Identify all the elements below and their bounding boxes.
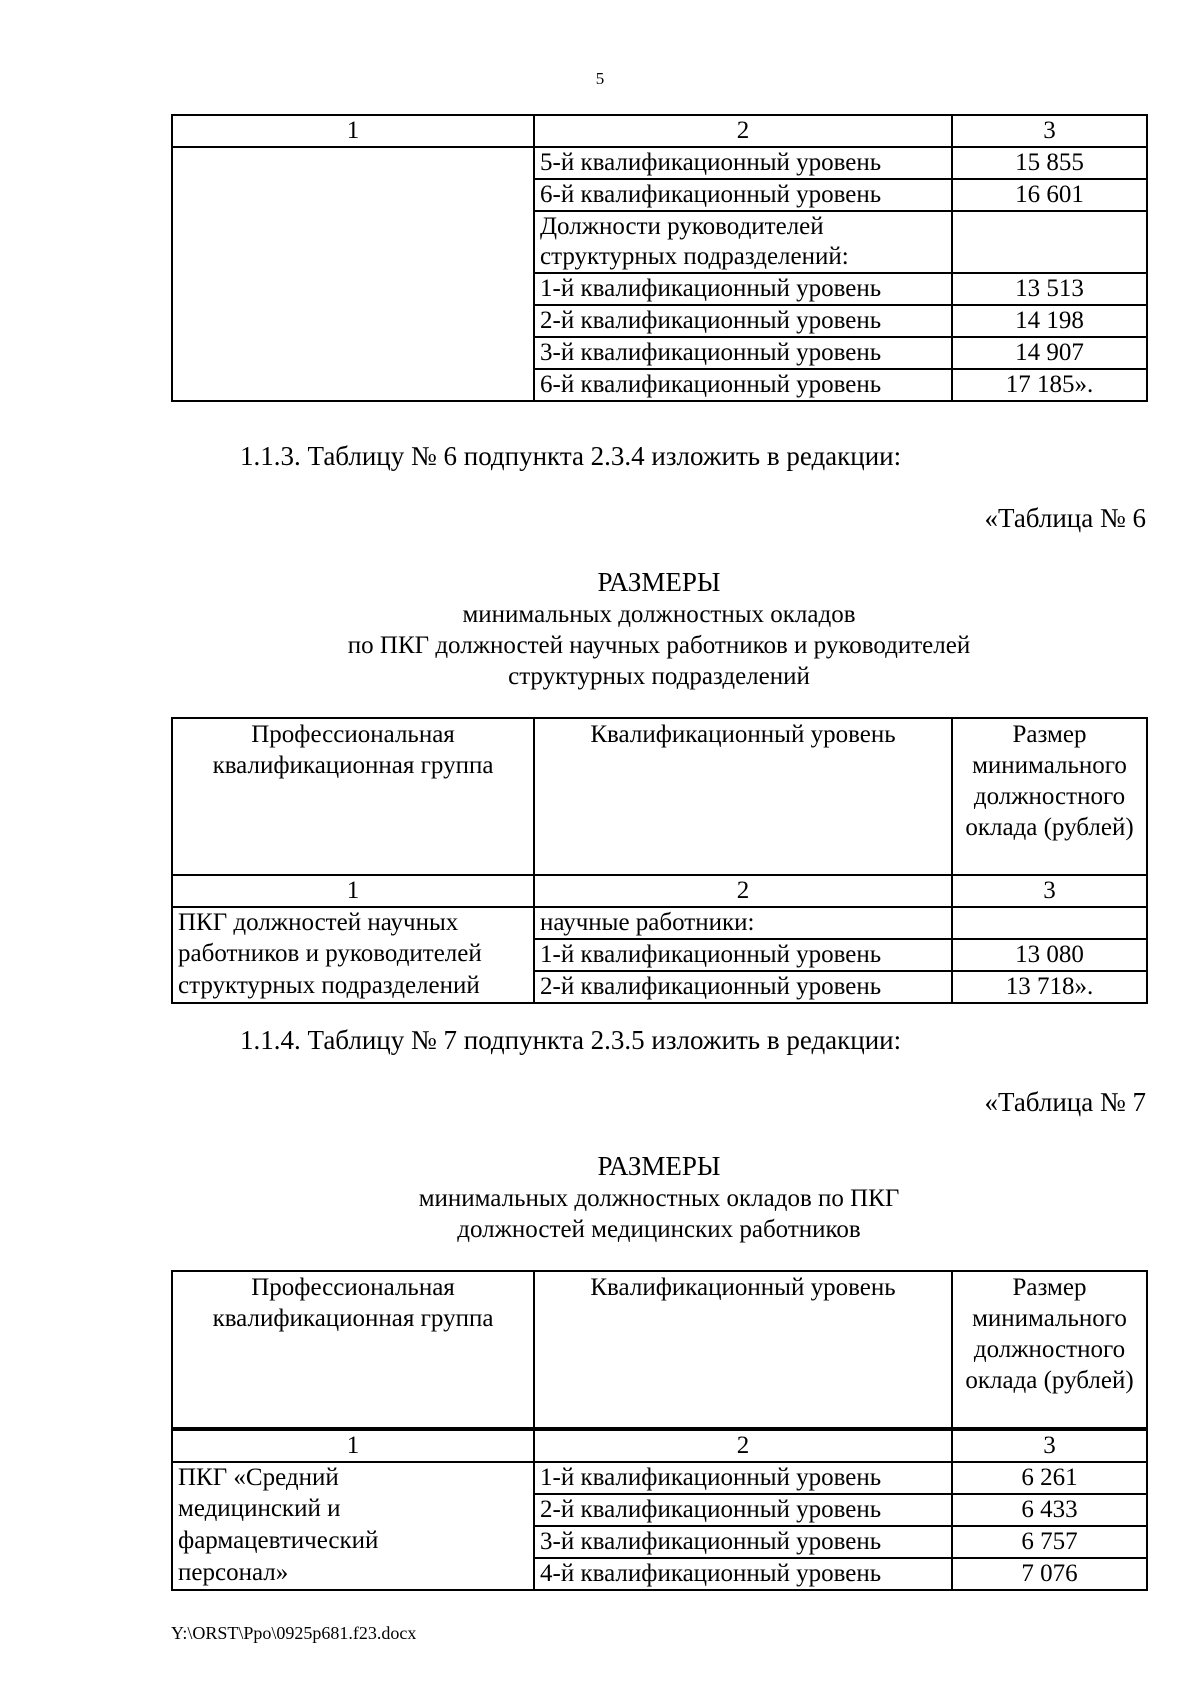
- salary-cell: 13 718».: [952, 971, 1147, 1003]
- table-row: [172, 907, 1147, 939]
- paragraph-1-1-4: 1.1.4. Таблицу № 7 подпункта 2.3.5 изложить в редакции:: [240, 1025, 902, 1055]
- salary-cell: 16 601: [952, 179, 1147, 211]
- header-salary: Размер минимального должностного оклада (рублей): [952, 1271, 1147, 1429]
- table-row: [172, 971, 1147, 1003]
- table-7: [171, 1270, 1148, 1591]
- group-cell: медицинский и: [172, 1494, 534, 1526]
- level-cell: 3-й квалификационный уровень: [534, 1526, 952, 1558]
- level-cell: Должности руководителей структурных подразделений:: [534, 211, 952, 273]
- table-6-heading: РАЗМЕРЫ: [597, 567, 721, 597]
- salary-cell: [952, 211, 1147, 273]
- salary-cell: 17 185».: [952, 369, 1147, 401]
- level-cell: 6-й квалификационный уровень: [534, 179, 952, 211]
- table-7-subtitle-line: должностей медицинских работников: [457, 1216, 861, 1243]
- col-number-2: 2: [534, 1429, 952, 1462]
- level-cell: 1-й квалификационный уровень: [534, 1462, 952, 1494]
- header-level: Квалификационный уровень: [534, 718, 952, 875]
- group-cell: персонал»: [172, 1558, 534, 1590]
- footer-file-path: Y:\ORST\Ppo\0925p681.f23.docx: [171, 1623, 417, 1643]
- salary-cell: 13 513: [952, 273, 1147, 305]
- table-7-heading: РАЗМЕРЫ: [597, 1151, 721, 1181]
- table-row: [172, 147, 1147, 179]
- table-7-caption: [0, 1149, 1200, 1245]
- table-6-subtitle-line: минимальных должностных окладов: [462, 601, 856, 628]
- salary-cell: 15 855: [952, 147, 1147, 179]
- salary-cell: [952, 907, 1147, 939]
- col-number-2: 2: [534, 875, 952, 907]
- header-salary: Размер минимального должностного оклада (рублей): [952, 718, 1147, 875]
- group-cell: ПКГ должностей научных: [172, 907, 534, 939]
- column-number-row: [172, 115, 1147, 147]
- level-cell: 5-й квалификационный уровень: [534, 147, 952, 179]
- header-level: Квалификационный уровень: [534, 1271, 952, 1429]
- salary-cell: 6 261: [952, 1462, 1147, 1494]
- level-cell: 3-й квалификационный уровень: [534, 337, 952, 369]
- group-cell: работников и руководителей: [172, 939, 534, 971]
- header-row: [172, 718, 1147, 875]
- header-group: Профессиональная квалификационная группа: [172, 718, 534, 875]
- col-number-1: 1: [172, 1429, 534, 1462]
- column-number-row: [172, 1429, 1147, 1462]
- salary-cell: 6 433: [952, 1494, 1147, 1526]
- table-6-subtitle-line: структурных подразделений: [508, 663, 810, 690]
- level-cell: 4-й квалификационный уровень: [534, 1558, 952, 1590]
- group-cell: фармацевтический: [172, 1526, 534, 1558]
- table-row: [172, 939, 1147, 971]
- col-number-3: 3: [952, 875, 1147, 907]
- salary-cell: 6 757: [952, 1526, 1147, 1558]
- level-cell: научные работники:: [534, 907, 952, 939]
- group-cell: структурных подразделений: [172, 971, 534, 1003]
- table-row: [172, 1462, 1147, 1494]
- paragraph-1-1-3: 1.1.3. Таблицу № 6 подпункта 2.3.4 изложить в редакции:: [240, 441, 902, 471]
- header-row: [172, 1271, 1147, 1429]
- level-cell: 1-й квалификационный уровень: [534, 939, 952, 971]
- table-row: [172, 1526, 1147, 1558]
- level-cell: 1-й квалификационный уровень: [534, 273, 952, 305]
- level-cell: 2-й квалификационный уровень: [534, 1494, 952, 1526]
- col-number-1: 1: [172, 875, 534, 907]
- table-6: [171, 717, 1148, 1004]
- salary-cell: 7 076: [952, 1558, 1147, 1590]
- level-cell: 2-й квалификационный уровень: [534, 305, 952, 337]
- col-number-3: 3: [952, 115, 1147, 147]
- table-7-label: «Таблица № 7: [984, 1087, 1146, 1117]
- group-cell-empty: [172, 147, 534, 401]
- table-6-caption: [0, 565, 1200, 692]
- table-7-subtitle-line: минимальных должностных окладов по ПКГ: [418, 1185, 900, 1212]
- header-group: Профессиональная квалификационная группа: [172, 1271, 534, 1429]
- col-number-3: 3: [952, 1429, 1147, 1462]
- salary-cell: 14 198: [952, 305, 1147, 337]
- col-number-2: 2: [534, 115, 952, 147]
- continued-salary-table: [171, 114, 1148, 402]
- level-cell: 6-й квалификационный уровень: [534, 369, 952, 401]
- table-row: [172, 1494, 1147, 1526]
- table-6-subtitle-line: по ПКГ должностей научных работников и руководителей: [347, 632, 971, 659]
- col-number-1: 1: [172, 115, 534, 147]
- page-number: 5: [595, 69, 605, 88]
- column-number-row: [172, 875, 1147, 907]
- table-6-label: «Таблица № 6: [984, 503, 1146, 533]
- salary-cell: 13 080: [952, 939, 1147, 971]
- table-row: [172, 1558, 1147, 1590]
- salary-cell: 14 907: [952, 337, 1147, 369]
- level-cell: 2-й квалификационный уровень: [534, 971, 952, 1003]
- group-cell: ПКГ «Средний: [172, 1462, 534, 1494]
